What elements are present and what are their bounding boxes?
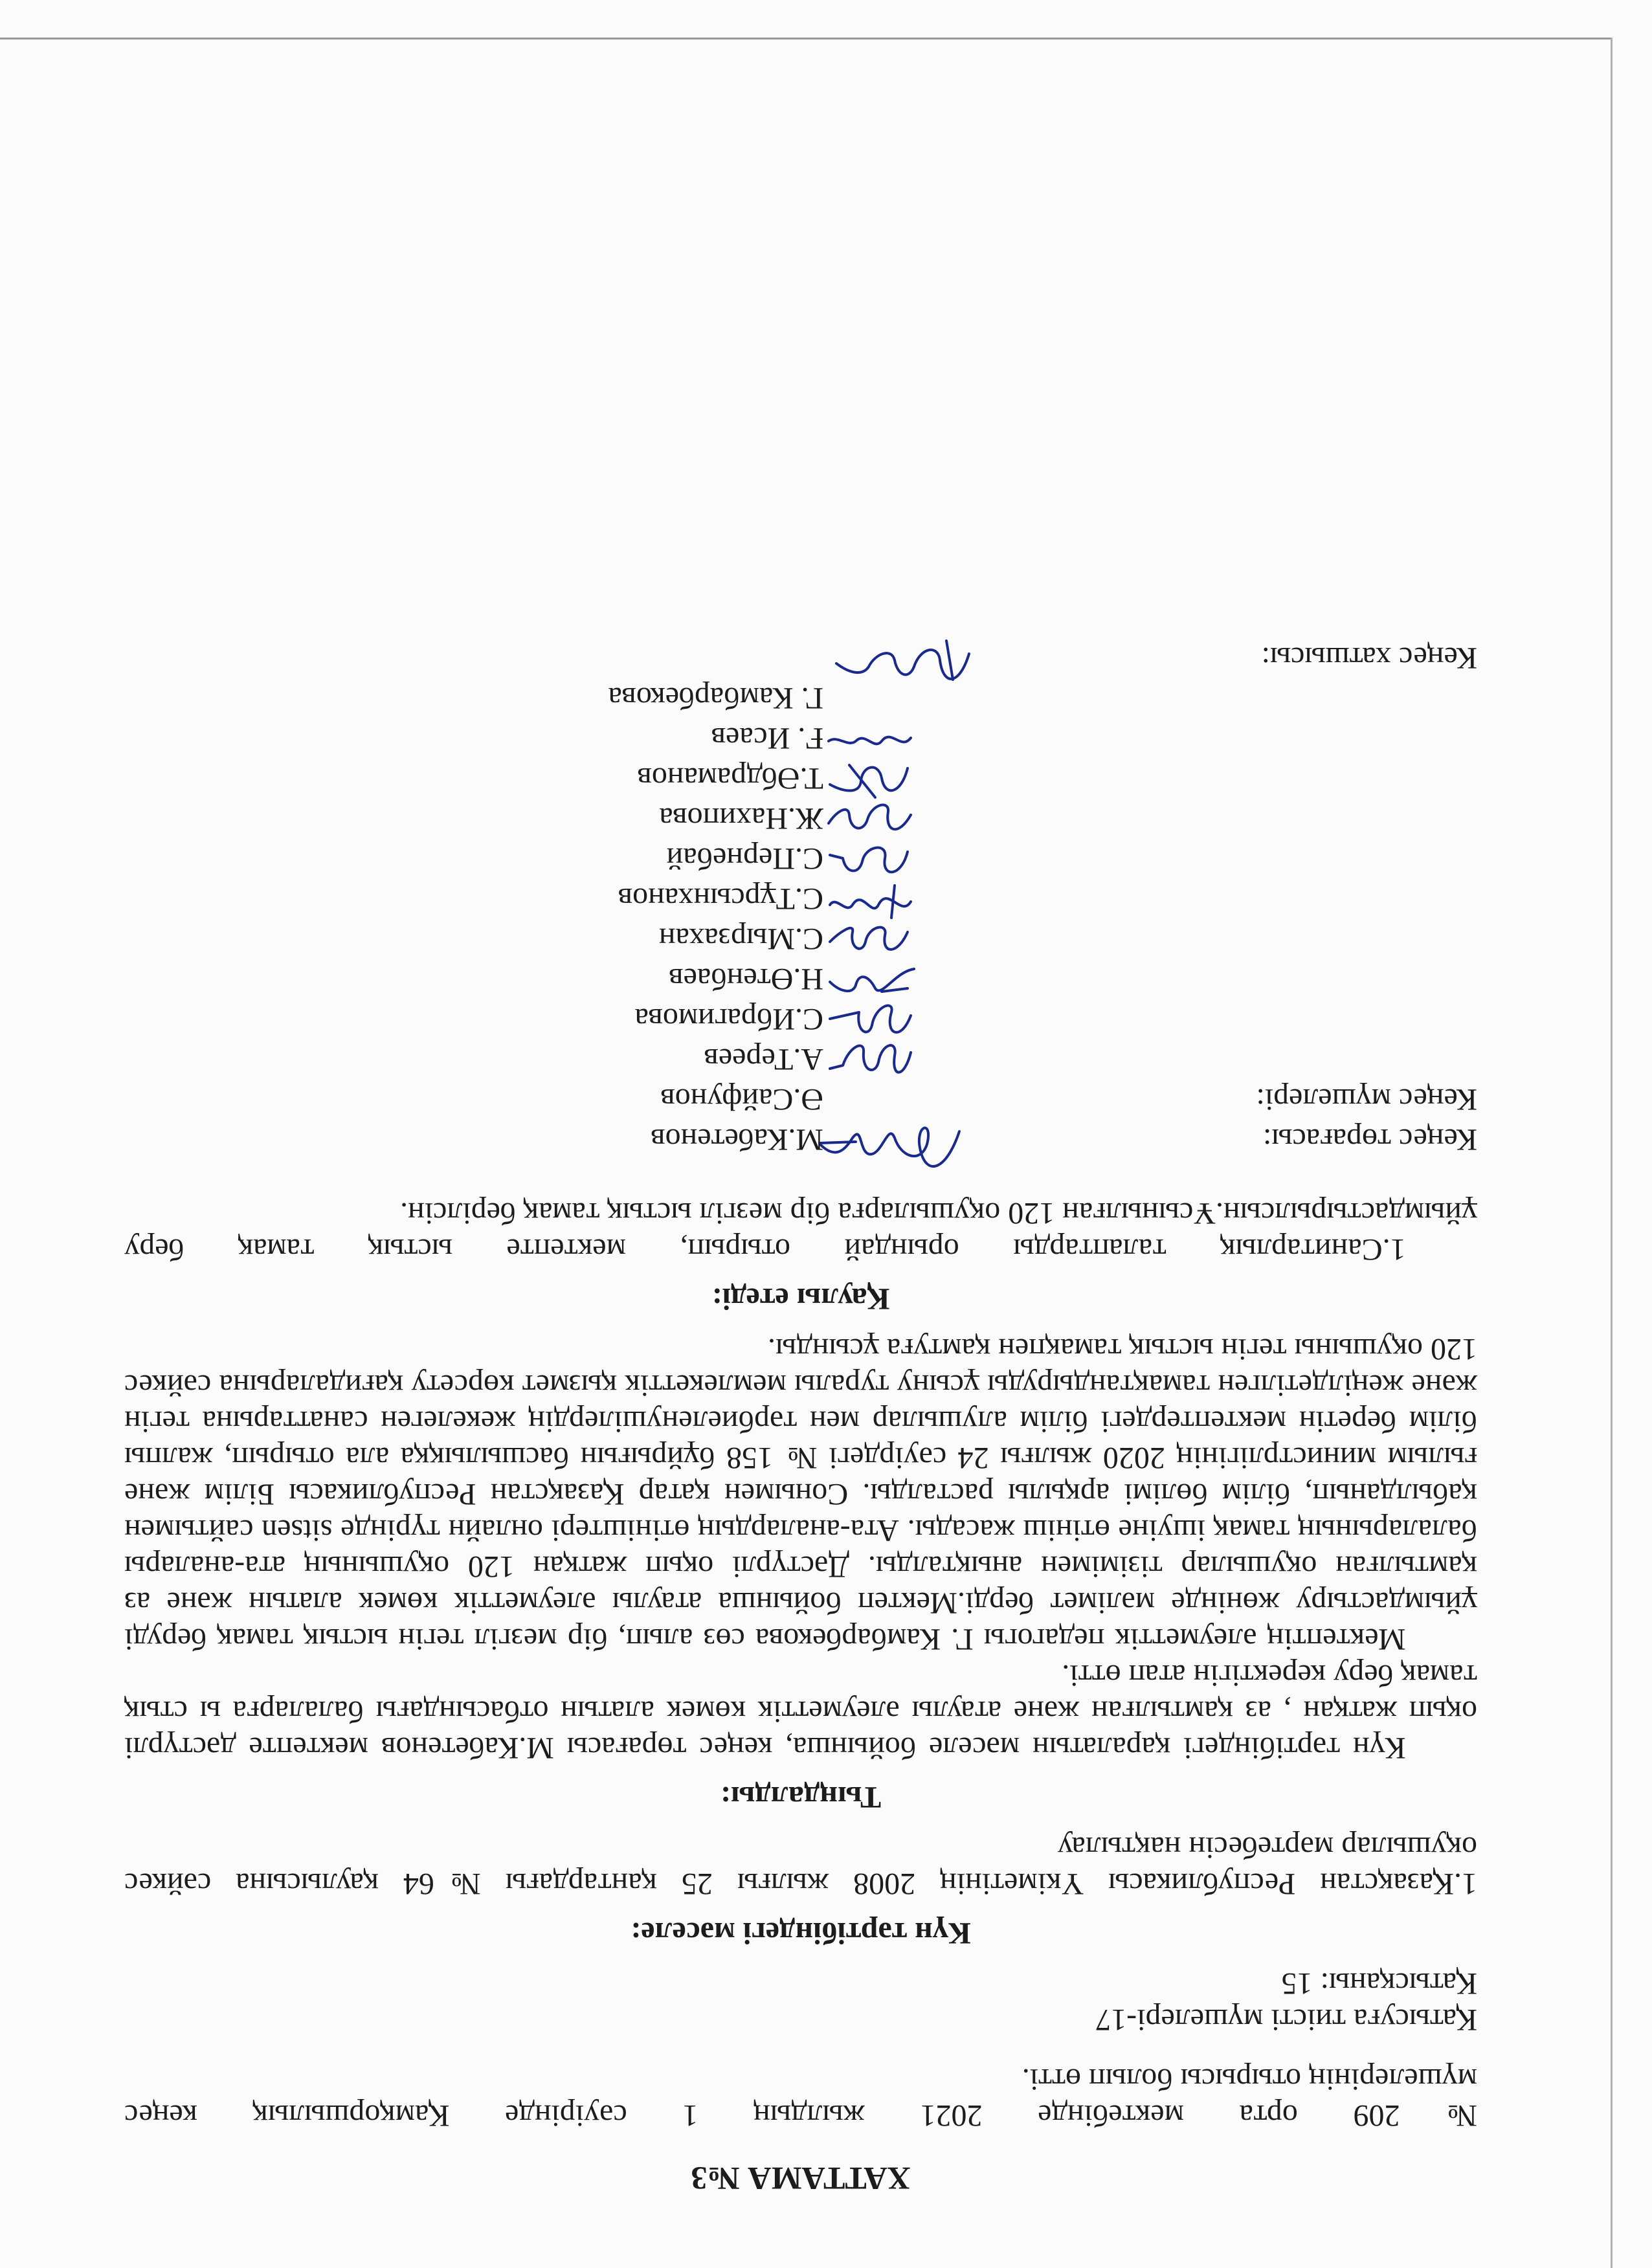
member-signature-row <box>124 676 1477 716</box>
chair-name: М.Кабетенов <box>650 1122 823 1157</box>
member-name: С.Пернебай <box>666 841 823 876</box>
member-name: Ғ. Исаев <box>711 721 823 755</box>
document-body <box>124 96 1477 2197</box>
intro-line-2: мүшелерінің отырысы болып өтті. <box>1021 2062 1477 2096</box>
member-signature-row <box>124 876 1477 917</box>
present-count: Қатысқаны: 15 <box>1281 1966 1477 2001</box>
member-name: С.Мырзахан <box>658 922 823 956</box>
chair-handwritten-signature <box>817 1106 972 1183</box>
agenda-item-1-line-2: оқушылар мәртебесін нақтылау <box>1057 1830 1477 1865</box>
member-signature-row <box>124 957 1477 997</box>
decision-heading: Қаулы етеді: <box>711 1282 890 1316</box>
secretary-signature-row <box>124 636 1477 676</box>
document-title: ХАТТАМА №3 <box>691 2161 911 2197</box>
heard-paragraph-1: Күн тәртібіндегі қаралатын мәселе бойынша, кеңес төрағасы М.Кабетенов мектепте дәстүрлі оқып жатқан , аз қамтылған және атаулы әлеуметтік көмек алатын отбасындағы балаларға ы стық тамақ беру керектігін атап өтті. <box>124 1658 1477 1765</box>
secretary-role-label: Кеңес хатшысы: <box>1261 641 1477 675</box>
secretary-handwritten-signature <box>830 628 979 699</box>
member-name: А.Тереев <box>704 1042 823 1076</box>
heard-paragraph-2: Мектептің әлеуметтік педагогы Г. Камбарбекова сөз алып, бір мезгіл тегін ыстық тамақ беруді ұйымдастыру жөнінде мәлімет берді.Мектеп бойынша атаулы әлеуметтік көмек алатын және аз қамтылған оқушылар тізімімен анықталды. Дәстүрлі оқып жатқан 120 оқушының ата-аналары балаларының тамақ ішуіне өтініш жасады. Ата-аналардың өтініштері онлайн түрінде sitsen сайтымен қабылданып, білім бөлімі арқылы расталды. Сонымен қатар Қазақстан Республикасы Білім және ғылым министрлігінің 2020 жылғы 24 сәуірдегі № 158 бұйрығын басшылыққа ала отырып, жалпы білім беретін мектептердегі білім алушылар мен тәрбиеленушілердің жекелеген санаттарына тегін және жеңілдетілген тамақтандыруды ұсыну туралы мемлекеттік қызмет көрсету қағидаларына сәйкес 120 оқушыны тегін ыстық тамақпен қамтуға ұсынды. <box>124 1332 1477 1656</box>
member-name: Т.Әбдраманов <box>637 761 823 795</box>
member-name: С.Ибрагимова <box>634 1002 823 1036</box>
member-name: Н.Өтенбаев <box>669 962 823 996</box>
member-handwritten-signature <box>823 712 921 770</box>
member-signature-row <box>124 1077 1477 1117</box>
members-role-label: Кеңес мүшелері: <box>1256 1082 1477 1117</box>
decision-line-2: ұйымдастырылсын.Ұсынылған 120 оқушыларға бір мезгіл ыстық тамақ берілсін. <box>400 1196 1477 1230</box>
member-name: С.Тұрсынханов <box>618 882 823 916</box>
member-signature-row <box>124 836 1477 876</box>
heard-heading: Тыңдалды: <box>720 1780 882 1814</box>
member-name: Ж.Нахипова <box>659 801 823 836</box>
chair-role-label: Кеңес төрағасы: <box>1262 1122 1477 1157</box>
agenda-heading: Күн тәртібіндегі мәселе: <box>631 1916 971 1950</box>
member-signature-row <box>124 997 1477 1037</box>
member-signature-row <box>124 716 1477 756</box>
agenda-item-1-line-1: 1.Қазақстан Республикасы Үкіметінің 2008 жылғы 25 қантардағы №64 қаулысына сәйкес <box>124 1867 1477 1901</box>
intro-line-1: №209 орта мектебінде 2021 жылдың 1 сәуірінде Қамқоршылық кеңес <box>124 2098 1477 2133</box>
member-signature-row <box>124 917 1477 957</box>
decision-line-1: 1.Санитарлық талаптарды орындай отырып, мектепте ыстық тамақ беру <box>124 1232 1406 1267</box>
member-signature-row <box>124 756 1477 796</box>
member-name: Ә.Сайфунов <box>660 1082 823 1117</box>
signatures-block <box>124 96 1477 1157</box>
member-signature-row <box>124 796 1477 836</box>
member-signature-row <box>124 1037 1477 1077</box>
members-count: Қатысуға тиісті мүшелері-17 <box>1095 2003 1477 2037</box>
member-name: Г. Камбарбекова <box>608 681 823 715</box>
chair-signature-row <box>124 1117 1477 1157</box>
